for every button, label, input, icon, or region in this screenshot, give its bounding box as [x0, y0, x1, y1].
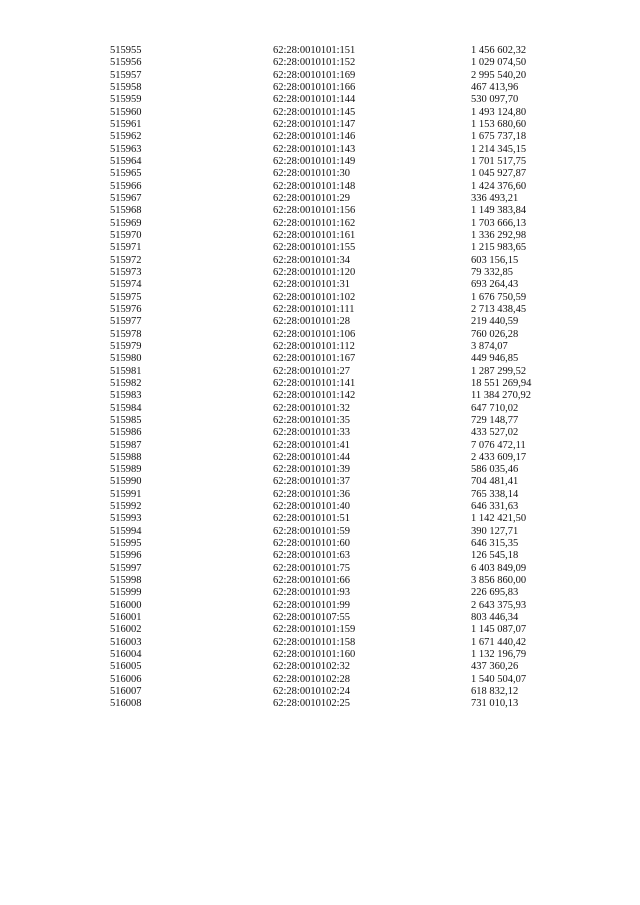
row-number: 515965 [110, 168, 142, 180]
cadastral-value: 1 153 680,60 [471, 118, 527, 130]
table-row [110, 341, 580, 353]
table-row [110, 600, 580, 612]
table-row [110, 144, 580, 156]
cadastral-number: 62:28:0010101:147 [273, 118, 356, 130]
cadastral-value: 618 832,12 [471, 686, 519, 698]
cadastral-number: 62:28:0010101:41 [273, 439, 351, 451]
table-row [110, 329, 580, 341]
cadastral-value: 1 424 376,60 [471, 180, 527, 192]
cadastral-value: 467 413,96 [471, 81, 519, 93]
cadastral-number: 62:28:0010101:166 [273, 81, 356, 93]
table-row [110, 440, 580, 452]
cadastral-value: 704 481,41 [471, 476, 519, 488]
row-number: 516008 [110, 698, 142, 710]
row-number: 515963 [110, 143, 142, 155]
cadastral-number: 62:28:0010102:32 [273, 661, 351, 673]
cadastral-value: 6 403 849,09 [471, 562, 527, 574]
cadastral-number: 62:28:0010102:28 [273, 673, 351, 685]
cadastral-value: 449 946,85 [471, 353, 519, 365]
table-row [110, 501, 580, 513]
cadastral-number: 62:28:0010101:143 [273, 143, 356, 155]
cadastral-value: 731 010,13 [471, 698, 519, 710]
row-number: 515955 [110, 45, 142, 56]
cadastral-number: 62:28:0010101:39 [273, 464, 351, 476]
cadastral-value: 79 332,85 [471, 266, 513, 278]
row-number: 516005 [110, 661, 142, 673]
cadastral-number: 62:28:0010101:33 [273, 427, 351, 439]
cadastral-value: 803 446,34 [471, 612, 519, 624]
cadastral-value: 1 540 504,07 [471, 673, 527, 685]
cadastral-value: 2 713 438,45 [471, 303, 527, 315]
table-row [110, 538, 580, 550]
table-row [110, 661, 580, 673]
row-number: 515987 [110, 439, 142, 451]
table-row [110, 366, 580, 378]
cadastral-number: 62:28:0010101:34 [273, 254, 351, 266]
cadastral-value: 11 384 270,92 [471, 390, 531, 402]
row-number: 515971 [110, 242, 142, 254]
row-number: 515997 [110, 562, 142, 574]
cadastral-value: 433 527,02 [471, 427, 519, 439]
table-row [110, 119, 580, 131]
cadastral-value: 1 214 345,15 [471, 143, 527, 155]
row-number: 515994 [110, 525, 142, 537]
row-number: 515968 [110, 205, 142, 217]
row-number: 515966 [110, 180, 142, 192]
cadastral-value: 390 127,71 [471, 525, 519, 537]
cadastral-number: 62:28:0010102:24 [273, 686, 351, 698]
table-row [110, 403, 580, 415]
cadastral-number: 62:28:0010101:60 [273, 538, 351, 550]
table-row [110, 637, 580, 649]
cadastral-value: 603 156,15 [471, 254, 519, 266]
table-row [110, 563, 580, 575]
cadastral-value: 3 856 860,00 [471, 575, 527, 587]
row-number: 515984 [110, 402, 142, 414]
cadastral-number: 62:28:0010101:146 [273, 131, 356, 143]
cadastral-value: 1 029 074,50 [471, 57, 527, 69]
cadastral-value: 646 331,63 [471, 501, 519, 513]
cadastral-number: 62:28:0010101:75 [273, 562, 351, 574]
table-row [110, 427, 580, 439]
cadastral-number: 62:28:0010101:120 [273, 266, 356, 278]
cadastral-number: 62:28:0010101:111 [273, 303, 355, 315]
row-number: 515962 [110, 131, 142, 143]
cadastral-value: 2 643 375,93 [471, 599, 527, 611]
cadastral-value: 7 076 472,11 [471, 439, 526, 451]
cadastral-number: 62:28:0010101:66 [273, 575, 351, 587]
table-row [110, 452, 580, 464]
cadastral-number: 62:28:0010101:40 [273, 501, 351, 513]
row-number: 516003 [110, 636, 142, 648]
table-row [110, 674, 580, 686]
cadastral-number: 62:28:0010102:25 [273, 698, 351, 710]
table-row [110, 415, 580, 427]
cadastral-value-table [110, 45, 580, 711]
table-row [110, 292, 580, 304]
cadastral-number: 62:28:0010101:156 [273, 205, 356, 217]
table-row [110, 649, 580, 661]
cadastral-number: 62:28:0010101:63 [273, 550, 351, 562]
table-row [110, 242, 580, 254]
table-row [110, 82, 580, 94]
table-row [110, 255, 580, 267]
cadastral-number: 62:28:0010101:169 [273, 69, 356, 81]
table-row [110, 624, 580, 636]
table-row [110, 587, 580, 599]
cadastral-value: 1 703 666,13 [471, 217, 527, 229]
table-row [110, 686, 580, 698]
row-number: 515960 [110, 106, 142, 118]
table-row [110, 156, 580, 168]
cadastral-value: 1 456 602,32 [471, 45, 527, 56]
row-number: 515989 [110, 464, 142, 476]
row-number: 515980 [110, 353, 142, 365]
cadastral-value: 2 433 609,17 [471, 451, 527, 463]
cadastral-value: 3 874,07 [471, 340, 508, 352]
row-number: 515974 [110, 279, 142, 291]
table-row [110, 218, 580, 230]
row-number: 515979 [110, 340, 142, 352]
row-number: 515993 [110, 513, 142, 525]
row-number: 515972 [110, 254, 142, 266]
row-number: 516001 [110, 612, 142, 624]
cadastral-value: 126 545,18 [471, 550, 519, 562]
table-row [110, 57, 580, 69]
table-row [110, 267, 580, 279]
row-number: 515986 [110, 427, 142, 439]
cadastral-number: 62:28:0010101:32 [273, 402, 351, 414]
row-number: 515995 [110, 538, 142, 550]
cadastral-number: 62:28:0010101:159 [273, 624, 356, 636]
row-number: 515969 [110, 217, 142, 229]
row-number: 516002 [110, 624, 142, 636]
cadastral-number: 62:28:0010101:37 [273, 476, 351, 488]
cadastral-number: 62:28:0010101:149 [273, 155, 356, 167]
cadastral-number: 62:28:0010107:55 [273, 612, 351, 624]
cadastral-number: 62:28:0010101:51 [273, 513, 351, 525]
row-number: 515992 [110, 501, 142, 513]
cadastral-value: 586 035,46 [471, 464, 519, 476]
cadastral-value: 1 132 196,79 [471, 649, 527, 661]
table-row [110, 612, 580, 624]
table-row [110, 230, 580, 242]
table-row [110, 378, 580, 390]
cadastral-number: 62:28:0010101:59 [273, 525, 351, 537]
row-number: 516006 [110, 673, 142, 685]
table-row [110, 513, 580, 525]
table-row [110, 464, 580, 476]
cadastral-value: 1 045 927,87 [471, 168, 527, 180]
cadastral-number: 62:28:0010101:145 [273, 106, 356, 118]
cadastral-value: 18 551 269,94 [471, 377, 532, 389]
table-row [110, 168, 580, 180]
cadastral-number: 62:28:0010101:99 [273, 599, 351, 611]
table-row [110, 193, 580, 205]
cadastral-number: 62:28:0010101:106 [273, 328, 356, 340]
cadastral-number: 62:28:0010101:44 [273, 451, 351, 463]
cadastral-value: 647 710,02 [471, 402, 519, 414]
cadastral-value: 1 142 421,50 [471, 513, 527, 525]
cadastral-value: 530 097,70 [471, 94, 519, 106]
row-number: 515990 [110, 476, 142, 488]
cadastral-value: 336 493,21 [471, 192, 519, 204]
row-number: 515973 [110, 266, 142, 278]
table-row [110, 45, 580, 57]
cadastral-value: 1 675 737,18 [471, 131, 527, 143]
row-number: 515999 [110, 587, 142, 599]
row-number: 515958 [110, 81, 142, 93]
cadastral-number: 62:28:0010101:158 [273, 636, 356, 648]
cadastral-value: 2 995 540,20 [471, 69, 527, 81]
table-row [110, 181, 580, 193]
cadastral-value: 760 026,28 [471, 328, 519, 340]
cadastral-number: 62:28:0010101:27 [273, 365, 351, 377]
cadastral-value: 765 338,14 [471, 488, 519, 500]
row-number: 515981 [110, 365, 142, 377]
cadastral-value: 1 493 124,80 [471, 106, 527, 118]
table-row [110, 489, 580, 501]
cadastral-value: 646 315,35 [471, 538, 519, 550]
row-number: 515964 [110, 155, 142, 167]
table-row [110, 205, 580, 217]
table-row [110, 390, 580, 402]
cadastral-value: 1 287 299,52 [471, 365, 527, 377]
row-number: 515961 [110, 118, 142, 130]
row-number: 516004 [110, 649, 142, 661]
row-number: 515977 [110, 316, 142, 328]
cadastral-number: 62:28:0010101:152 [273, 57, 356, 69]
cadastral-number: 62:28:0010101:160 [273, 649, 356, 661]
row-number: 516007 [110, 686, 142, 698]
cadastral-number: 62:28:0010101:151 [273, 45, 356, 56]
cadastral-number: 62:28:0010101:155 [273, 242, 356, 254]
table-row [110, 131, 580, 143]
cadastral-number: 62:28:0010101:102 [273, 291, 356, 303]
cadastral-number: 62:28:0010101:142 [273, 390, 356, 402]
cadastral-value: 1 676 750,59 [471, 291, 527, 303]
cadastral-value: 226 695,83 [471, 587, 519, 599]
cadastral-value: 729 148,77 [471, 414, 519, 426]
row-number: 516000 [110, 599, 142, 611]
row-number: 515978 [110, 328, 142, 340]
table-row [110, 304, 580, 316]
table-row [110, 550, 580, 562]
cadastral-value: 693 264,43 [471, 279, 519, 291]
cadastral-value: 437 360,26 [471, 661, 519, 673]
cadastral-number: 62:28:0010101:148 [273, 180, 356, 192]
table-row [110, 107, 580, 119]
cadastral-value: 1 336 292,98 [471, 229, 527, 241]
cadastral-number: 62:28:0010101:141 [273, 377, 356, 389]
table-row [110, 353, 580, 365]
row-number: 515976 [110, 303, 142, 315]
cadastral-number: 62:28:0010101:36 [273, 488, 351, 500]
cadastral-number: 62:28:0010101:29 [273, 192, 351, 204]
table-row [110, 575, 580, 587]
row-number: 515996 [110, 550, 142, 562]
cadastral-value: 1 701 517,75 [471, 155, 527, 167]
row-number: 515956 [110, 57, 142, 69]
table-row [110, 526, 580, 538]
cadastral-value: 1 149 383,84 [471, 205, 527, 217]
cadastral-value: 1 671 440,42 [471, 636, 527, 648]
cadastral-number: 62:28:0010101:30 [273, 168, 351, 180]
table-row [110, 316, 580, 328]
table-row [110, 698, 580, 710]
row-number: 515959 [110, 94, 142, 106]
cadastral-number: 62:28:0010101:35 [273, 414, 351, 426]
row-number: 515975 [110, 291, 142, 303]
cadastral-number: 62:28:0010101:167 [273, 353, 356, 365]
cadastral-number: 62:28:0010101:162 [273, 217, 356, 229]
cadastral-number: 62:28:0010101:144 [273, 94, 356, 106]
table-row [110, 70, 580, 82]
table-row [110, 279, 580, 291]
cadastral-number: 62:28:0010101:28 [273, 316, 351, 328]
row-number: 515983 [110, 390, 142, 402]
row-number: 515982 [110, 377, 142, 389]
cadastral-number: 62:28:0010101:31 [273, 279, 351, 291]
row-number: 515957 [110, 69, 142, 81]
row-number: 515988 [110, 451, 142, 463]
cadastral-number: 62:28:0010101:93 [273, 587, 351, 599]
row-number: 515970 [110, 229, 142, 241]
cadastral-value: 219 440,59 [471, 316, 519, 328]
cadastral-value: 1 145 087,07 [471, 624, 527, 636]
row-number: 515991 [110, 488, 142, 500]
cadastral-value: 1 215 983,65 [471, 242, 527, 254]
cadastral-number: 62:28:0010101:161 [273, 229, 356, 241]
row-number: 515967 [110, 192, 142, 204]
row-number: 515985 [110, 414, 142, 426]
table-row [110, 94, 580, 106]
table-row [110, 476, 580, 488]
row-number: 515998 [110, 575, 142, 587]
cadastral-number: 62:28:0010101:112 [273, 340, 355, 352]
